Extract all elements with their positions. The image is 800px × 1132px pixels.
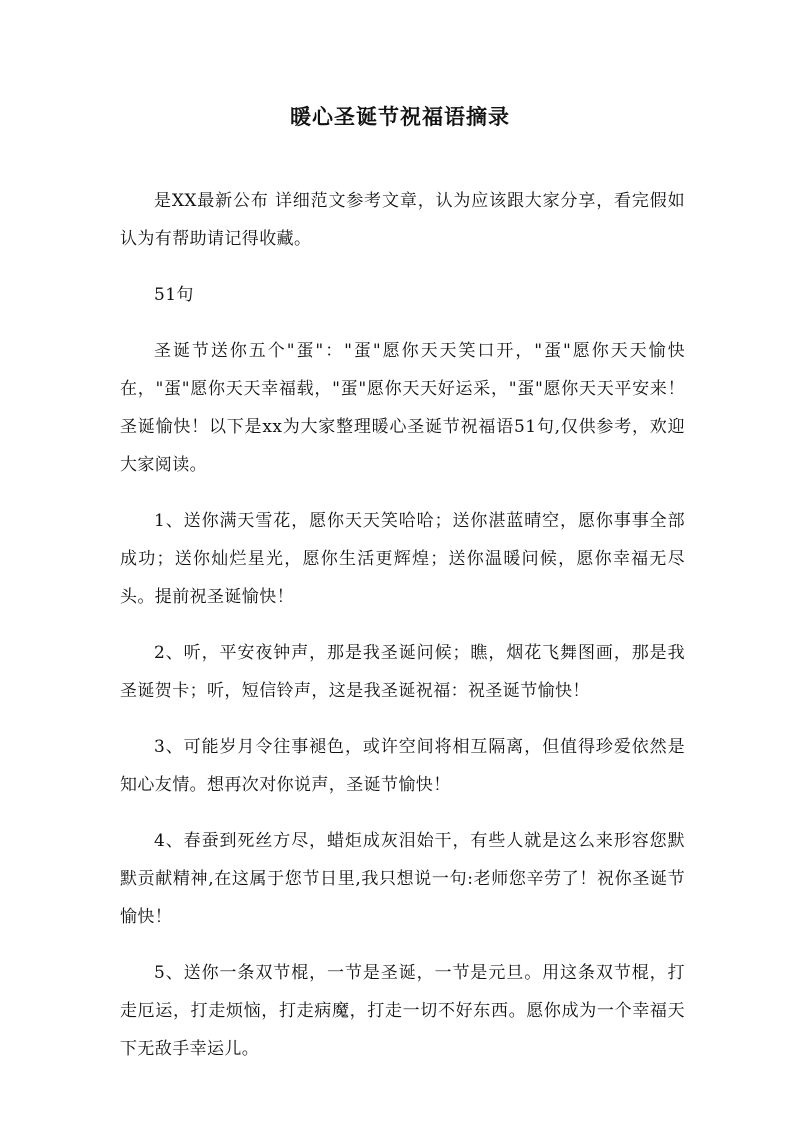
blessing-paragraph: 5、送你一条双节棍，一节是圣诞，一节是元旦。用这条双节棍，打走厄运，打走烦恼，打走病魔，打走一切不好东西。愿你成为一个幸福天下无敌手幸运儿。	[120, 963, 685, 1059]
blessing-paragraph: 2、听，平安夜钟声，那是我圣诞问候；瞧，烟花飞舞图画，那是我圣诞贺卡；听，短信铃声，这是我圣诞祝福：祝圣诞节愉快！	[120, 643, 685, 701]
blessing-paragraph: 3、可能岁月令往事褪色，或许空间将相互隔离，但值得珍爱依然是知心友情。想再次对你说声，圣诞节愉快！	[120, 737, 685, 795]
count-line: 51句	[154, 285, 194, 305]
blessing-paragraph: 4、春蚕到死丝方尽，蜡炬成灰泪始干，有些人就是这么来形容您默默贡献精神,在这属于您节日里,我只想说一句:老师您辛劳了！祝你圣诞节愉快！	[120, 831, 685, 927]
blessing-paragraph: 1、送你满天雪花，愿你天天笑哈哈；送你湛蓝晴空，愿你事事全部成功；送你灿烂星光，愿你生活更辉煌；送你温暖问候，愿你幸福无尽头。提前祝圣诞愉快！	[120, 511, 685, 607]
lead-paragraph: 圣诞节送你五个"蛋"："蛋"愿你天天笑口开，"蛋"愿你天天愉快在，"蛋"愿你天天幸福载，"蛋"愿你天天好运采，"蛋"愿你天天平安来！圣诞愉快！以下是xx为大家整理暖心圣诞节祝福语51句,仅供参考，欢迎大家阅读。	[120, 341, 685, 475]
page-title: 暖心圣诞节祝福语摘录	[290, 104, 510, 129]
document-body	[120, 182, 685, 1086]
intro-paragraph: 是XX最新公布 详细范文参考文章，认为应该跟大家分享，看完假如认为有帮助请记得收藏。	[120, 191, 685, 249]
